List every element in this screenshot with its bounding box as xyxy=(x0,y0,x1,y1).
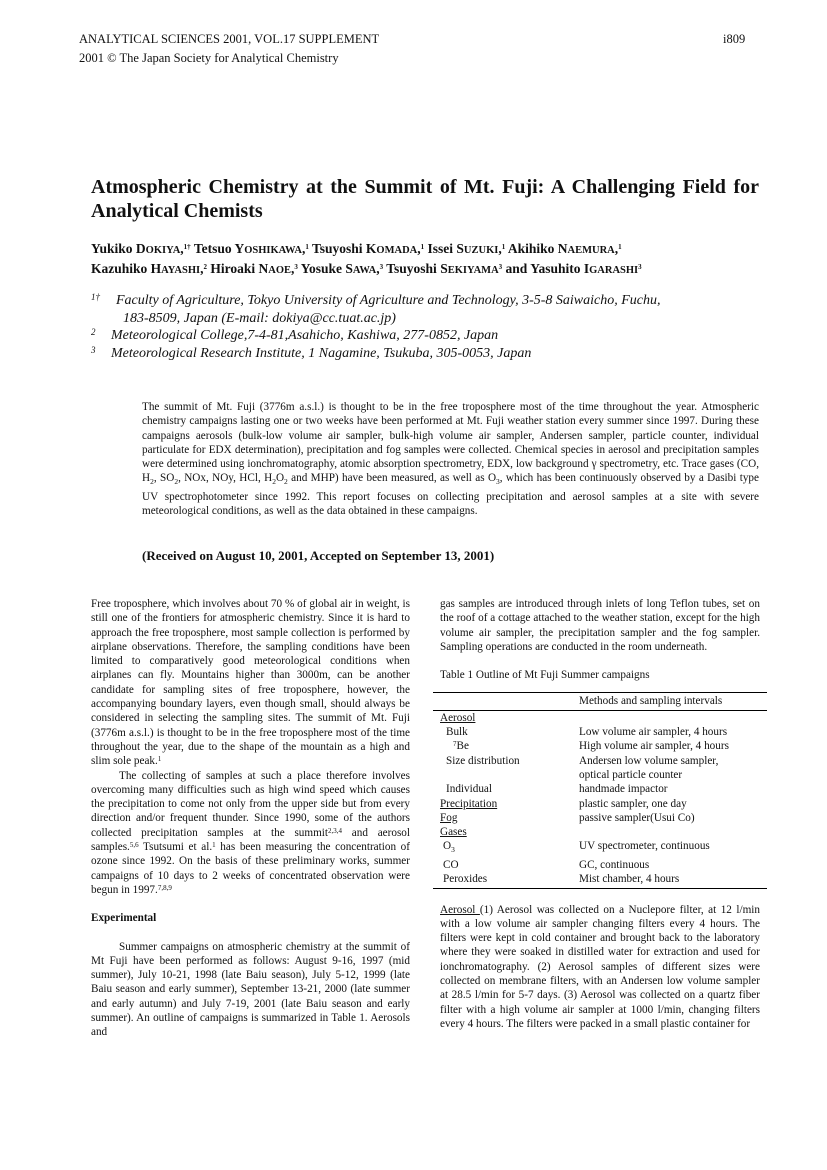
paragraph: The collecting of samples at such a place therefore involves overcoming many difficulties such as high wind speed which causes the precipitation to come not only from the upper side but from every direction and/or frequent thunder. Since 1990, some of the authors collected precipitation samples at the summit$^{2,3,4}$ and aerosol samples.$^{5,6}$ Tsutsumi et al.$^1$ has been measuring the concentration of ozone since 1992. On the basis of these preliminary works, summer campaigns of 10 days to 2 weeks of concentrated observation were begun in 1997.$^{7,8,9}$ xyxy=(91,769,410,896)
right-column xyxy=(440,597,760,1031)
table-caption: Table 1 Outline of Mt Fuji Summer campaigns xyxy=(440,669,650,682)
author: Kazuhiko HAYASHI,$^2$ xyxy=(91,261,207,276)
table-row: Bulk Low volume air sampler, 4 hours xyxy=(446,726,728,739)
author: Tsuyoshi KOMADA,$^1$ xyxy=(311,241,425,256)
table-row: CO GC, continuous xyxy=(443,858,650,871)
table-header-row xyxy=(433,693,767,710)
received-date: (Received on August 10, 2001, Accepted on September 13, 2001) xyxy=(142,548,495,563)
paragraph: Free troposphere, which involves about 70 % of global air in weight, is still one of the frontiers for atmospheric chemistry. Since it is hard to approach the free troposphere, most sample collection is performed by airplane observations. Therefore, the sampling conditions have been limited to comparatively good meteorological conditions when airplanes can fly. Mountains higher than 3000m, can be another candidate for sampling sites of free troposphere, however, the accompanying boundary layers, even though small, should always be considered in selecting the sampling sites. The summit of Mt. Fuji (3776m a.s.l.) is thought to be in the free troposphere most of the time throughout the year, due to the shape of the mountain as a high and slim sole peak.$^1$ xyxy=(91,598,410,768)
author: Yasuhito IGARASHI$^3$ xyxy=(530,261,642,276)
author: Tetsuo YOSHIKAWA,$^1$ xyxy=(193,241,309,256)
table-row: Peroxides Mist chamber, 4 hours xyxy=(433,872,767,888)
affiliation-1: 1† Faculty of Agriculture, Tokyo University of Agriculture and Technology, 3-5-8 Saiwaicho, Fuchu, 183-8509, Japan (E-mail: dokiya@cc.tuat.ac.jp) xyxy=(91,292,661,326)
table-row: $O_3$ UV spectrometer, continuous xyxy=(443,840,710,855)
affiliation-3: 3 Meteorological Research Institute, 1 Nagamine, Tsukuba, 305-0053, Japan xyxy=(91,344,532,361)
table-row: Precipitation plastic sampler, one day xyxy=(440,797,687,810)
table-row: Individual handmade impactor xyxy=(446,783,668,796)
table-row: optical particle counter xyxy=(579,768,683,781)
author: Tsuyoshi SEKIYAMA$^3$ xyxy=(386,261,503,276)
journal-header: ANALYTICAL SCIENCES 2001, VOL.17 SUPPLEMENT xyxy=(79,32,380,46)
affiliation-2: 2 Meteorological College,7-4-81,Asahicho, Kashiwa, 277-0852, Japan xyxy=(91,327,499,343)
author: Hiroaki NAOE,$^3$ xyxy=(210,261,298,276)
page-number: i809 xyxy=(723,32,746,46)
table-row: Size distribution Andersen low volume sampler, xyxy=(446,754,719,767)
author-list: Yukiko DOKIYA,$^{1\dagger}$ Tetsuo YOSHIKAWA,$^1$ Tsuyoshi KOMADA,$^1$ Issei SUZUKI,$^1$ Akihiko NAEMURA,$^1$ Kazuhiko HAYASHI,$^2$ Hiroaki NAOE,$^3$ Yosuke SAWA,$^3$ Tsuyoshi SEKIYAMA$^3$ and Yasuhito IGARASHI$^3$ xyxy=(91,241,642,276)
table-row: Gases xyxy=(440,826,467,839)
table-row: Aerosol xyxy=(440,711,476,724)
paragraph: Summer campaigns on atmospheric chemistry at the summit of Mt Fuji have been performed as follows: August 9-16, 1997 (mid summer), July 10-21, 1998 (late Baiu season), July 5-12, 1999 (late Baiu season and early summer), September 13-21, 2000 (late summer and early autumn) and July 7-19, 2001 (late Baiu season and early summer). An outline of campaigns is summarized in Table 1. Aerosols and xyxy=(91,940,410,1039)
paragraph: gas samples are introduced through inlets of long Teflon tubes, set on the roof of a cottage attached to the weather station, except for the high volume air sampler, the precipitation sampler and the fog sampler. Sampling operations are conducted in the room underneath. xyxy=(440,598,760,653)
section-heading: Experimental xyxy=(91,912,157,925)
affiliations xyxy=(91,292,759,362)
table-row: $^7$Be High volume air sampler, 4 hours xyxy=(453,740,729,753)
author: Yukiko DOKIYA,$^{1\dagger}$ xyxy=(91,241,191,256)
table-row: Fog passive sampler(Usui Co) xyxy=(440,811,695,824)
left-column xyxy=(91,597,410,1040)
author: Issei SUZUKI,$^1$ xyxy=(427,241,506,256)
table-header-cell: Methods and sampling intervals xyxy=(579,693,767,710)
paper-title: Atmospheric Chemistry at the Summit of Mt. Fuji: A Challenging Field for Analytical Chemists xyxy=(91,176,759,222)
author: Yosuke SAWA,$^3$ xyxy=(300,261,384,276)
copyright-line: 2001 © The Japan Society for Analytical Chemistry xyxy=(79,51,339,65)
outline-table xyxy=(433,692,767,888)
abstract: The summit of Mt. Fuji (3776m a.s.l.) is thought to be in the free troposphere most of the time throughout the year. Atmospheric chemistry campaigns lasting one or two weeks have been performed at Mt. Fuji weather station every summer since 1997. During these campaigns aerosols (bulk-low volume air sampler, bulk-high volume air sampler, Andersen sampler, particle counter, individual particulate for EDX determination), precipitation and fog samples were collected. Chemical species in aerosol and precipitation samples were determined using ionchromatography, atomic absorption spectrometry, EDX, low background γ spectrometry, etc. Trace gases (CO, $H_2$, $SO_2$, NOx, NOy, HCl, $H_2O_2$ and MHP) have been measured, as well as $O_3$, which has been continuously observed by a Dasibi type UV spectrophotometer since 1992. This report focuses on collecting precipitation and aerosol samples at a site with severe meteorological conditions, as well as the data obtained in these campaigns. xyxy=(142,401,759,518)
paragraph: Aerosol (1) Aerosol was collected on a Nuclepore filter, at 12 l/min with a low volume air sampler changing filters every 4 hours. The filters were kept in cold container and brought back to the laboratory where they were soaked in distilled water for extraction and used for ionchromatography. (2) Aerosol samples of different sizes were collected on membrane filters, with an Andersen low volume sampler at 28.5 l/min for 5-7 days. (3) Aerosol was collected on a quartz fiber filter with a high volume air sampler at 1000 l/min, changing filters every 4 hours. The filters were packed in a small plastic container for xyxy=(440,903,760,1030)
author: Akihiko NAEMURA,$^1$ xyxy=(507,241,622,256)
